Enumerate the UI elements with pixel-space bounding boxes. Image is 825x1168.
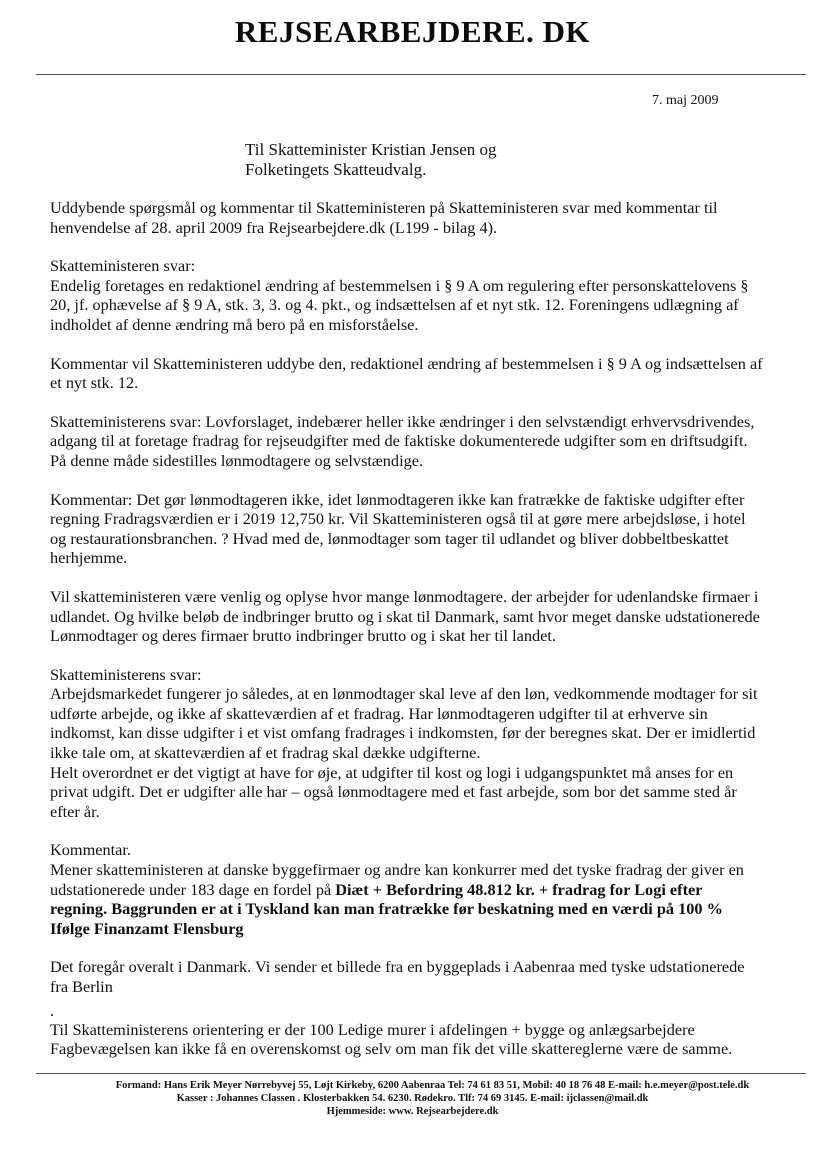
text-line: herhjemme. — [50, 548, 128, 568]
bold-text: Diæt + Befordring 48.812 kr. + fradrag for Logi efter — [335, 879, 703, 899]
question-paragraph — [50, 587, 795, 646]
comment-2 — [50, 490, 795, 568]
text-line: Skatteministeren svar: — [50, 256, 196, 276]
text-line: adgang til at foretage fradrag for rejseudgifter med de faktiske dokumenterede udgifter som en driftsudgift. — [50, 431, 748, 451]
comment-1 — [50, 354, 795, 393]
header-divider — [36, 74, 806, 75]
text-line: udlandet. Og hvilke beløb de indbringer brutto og i skat til Danmark, samt hvor meget danske udstationerede — [50, 606, 760, 626]
text-line: Til Skatteministerens orientering er der 100 Ledige murer i afdelingen + bygge og anlægsarbejdere — [50, 1019, 695, 1039]
text-line: henvendelse af 28. april 2009 fra Rejsearbejdere.dk (L199 - bilag 4). — [50, 217, 498, 237]
text-line: Fagbevægelsen kan ikke få en overenskomst og selv om man fik det ville skattereglerne være de samme. — [50, 1039, 733, 1059]
text-fragment: udstationerede under 183 dage en fordel på — [50, 879, 336, 899]
minister-reply-3 — [50, 665, 795, 822]
text-line: På denne måde sidestilles lønmodtagere og selvstændige. — [50, 450, 424, 470]
text-line: Arbejdsmarkedet fungerer jo således, at en lønmodtager skal leve af den løn, vedkommende modtager for sit — [50, 684, 758, 704]
footer-contact — [0, 1079, 825, 1118]
text-line: Endelig foretages en redaktionel ændring af bestemmelsen i § 9 A om regulering efter personskattelovens § — [50, 275, 749, 295]
comment-heading: Kommentar. — [50, 840, 131, 860]
text-line: og restaurationsbranchen. ? Hvad med de, lønmodtager som tager til udlandet og bliver dobbeltbeskattet — [50, 528, 729, 548]
text-line: indholdet af denne ændring må bero på en misforståelse. — [50, 314, 419, 334]
text-line: indkomst, kan disse udgifter i et vist omfang fradrages i indkomsten, før der beregnes skat. Der er imidlertid — [50, 723, 756, 743]
footer-line: Hjemmeside: www. Rejsearbejdere.dk — [326, 1106, 499, 1117]
text-line: et nyt stk. 12. — [50, 373, 139, 393]
text-line: regning Fradragsværdien er i 2019 12,750 kr. Vil Skatteministeren også til at gøre mere arbejdsløse, i hotel — [50, 509, 746, 529]
footer-line: Formand: Hans Erik Meyer Nørrebyvej 55, Løjt Kirkeby, 6200 Aabenraa Tel: 74 61 83 51, Mobil: 40 18 76 48 E-mail: h.e.meyer@post.tele.dk — [115, 1080, 750, 1091]
text-line: Vil skatteministeren være venlig og oplyse hvor mange lønmodtagere. der arbejder for udenlandske firmaer i — [50, 586, 759, 606]
photo-note — [50, 957, 795, 996]
bold-text: Ifølge Finanzamt Flensburg — [50, 918, 244, 938]
minister-reply-1 — [50, 256, 795, 334]
text-line: 20, jf. ophævelse af § 9 A, stk. 3, 3. og 4. pkt., og indsættelsen af et nyt stk. 12. Foreningens udlægning af — [50, 295, 739, 315]
addressee-line: Folketingets Skatteudvalg. — [245, 160, 427, 179]
footer-line: Kasser : Johannes Classen . Klosterbakken 54. 6230. Rødekro. Tlf: 74 69 3145. E-mail: ijclassen@mail.dk — [176, 1093, 649, 1104]
text-line: fra Berlin — [50, 977, 113, 996]
comment-3 — [50, 840, 795, 938]
text-line: Skatteministerens svar: Lovforslaget, indebærer heller ikke ændringer i den selvstændigt erhvervsdrivendes, — [50, 411, 755, 431]
closing-paragraph — [50, 1020, 795, 1059]
letterhead-title: REJSEARBEJDERE. DK — [234, 14, 591, 49]
text-line: Lønmodtager og deres firmaer brutto indbringer brutto og i skat her til landet. — [50, 626, 556, 646]
letter-body — [50, 198, 795, 1078]
minister-reply-2 — [50, 412, 795, 471]
text-line: Kommentar: Det gør lønmodtageren ikke, idet lønmodtageren ikke kan fratrække de faktiske udgifter efter — [50, 489, 745, 509]
letter-date: 7. maj 2009 — [652, 93, 719, 108]
text-line — [50, 880, 795, 900]
text-line: ikke tale om, at skatteværdien af et fradrag skal dække udgifterne. — [50, 743, 481, 763]
text-line: Uddybende spørgsmål og kommentar til Skatteministeren på Skatteministeren svar med kommentar til — [50, 198, 718, 217]
intro-paragraph — [50, 198, 795, 237]
text-line: Det foregår overalt i Danmark. Vi sender et billede fra en byggeplads i Aabenraa med tyske udstationerede — [50, 957, 745, 977]
text-line: privat udgift. Det er udgifter alle har – også lønmodtagere med et fast arbejde, som bor det samme sted år — [50, 782, 737, 802]
footer-divider — [36, 1073, 806, 1074]
text-line: udførte arbejde, og ikke af skatteværdien af et fradrag. Har lønmodtageren udgifter til at erhverve sin — [50, 703, 708, 723]
text-line: Helt overordnet er det vigtigt at have for øje, at udgifter til kost og logi i udgangspunktet må anses for en — [50, 762, 734, 782]
addressee-line: Til Skatteminister Kristian Jensen og — [245, 140, 497, 159]
stray-dot: . — [50, 1000, 55, 1020]
addressee-block — [245, 140, 497, 180]
text-line: Skatteministerens svar: — [50, 664, 202, 684]
bold-text: regning. Baggrunden er at i Tyskland kan man fratrække før beskatning med en værdi på 100 % — [50, 899, 723, 919]
text-line: efter år. — [50, 801, 100, 821]
text-line: Mener skatteministeren at danske byggefirmaer og andre kan konkurrer med det tyske fradrag der giver en — [50, 860, 744, 880]
text-line: Kommentar vil Skatteministeren uddybe den, redaktionel ændring af bestemmelsen i § 9 A og indsættelsen af — [50, 353, 763, 373]
